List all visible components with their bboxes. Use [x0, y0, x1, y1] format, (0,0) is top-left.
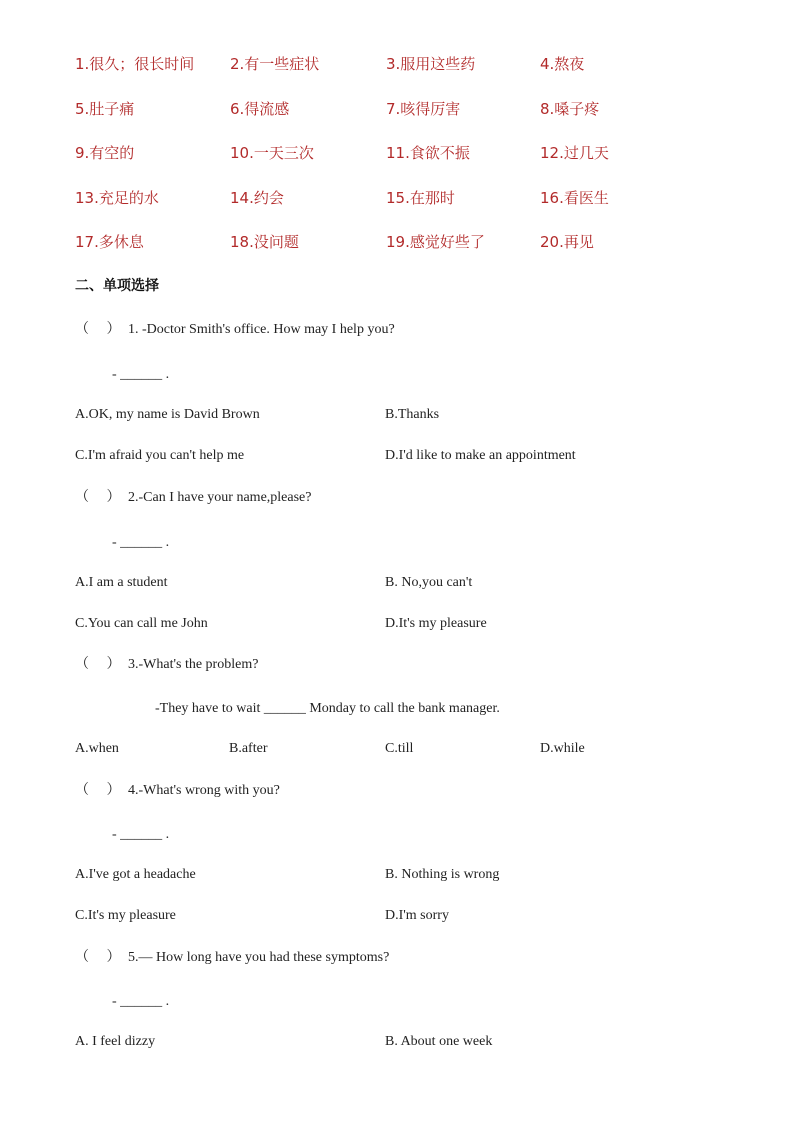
question-3-stem-line: [75, 653, 258, 677]
vocab-item: 20.再见: [540, 233, 594, 251]
option-a: A.I am a student: [75, 575, 168, 590]
vocab-item: 14.约会: [230, 188, 284, 207]
answer-blank[interactable]: （ ）: [75, 490, 121, 505]
question-answer-line: - ______ .: [112, 994, 170, 1009]
answer-blank[interactable]: （ ）: [75, 950, 121, 965]
question-stem: 4.-What's wrong with you?: [128, 783, 280, 798]
option-a: A.I've got a headache: [75, 867, 196, 882]
question-answer-line: - ______ .: [112, 535, 170, 550]
question-stem: 5.— How long have you had these symptoms?: [128, 950, 390, 965]
option-b: B.after: [229, 741, 268, 756]
option-d: D.while: [540, 741, 585, 756]
vocab-row: [75, 141, 775, 186]
option-c: C.It's my pleasure: [75, 908, 176, 923]
vocab-item: 10.一天三次: [230, 144, 314, 162]
option-d: D.It's my pleasure: [385, 616, 487, 631]
vocab-item: 7.咳得厉害: [386, 99, 461, 118]
question-answer-line: - ______ .: [112, 367, 170, 382]
answer-blank[interactable]: （ ）: [75, 657, 121, 672]
section-title: 二、单项选择: [75, 278, 159, 294]
vocab-item: 19.感觉好些了: [386, 233, 485, 251]
vocab-item: 11.食欲不振: [386, 144, 470, 162]
question-1-stem-line: [75, 318, 395, 342]
option-c: C.You can call me John: [75, 616, 208, 631]
vocab-row: [75, 230, 775, 275]
option-a: A. I feel dizzy: [75, 1034, 156, 1049]
vocab-item: 17.多休息: [75, 233, 144, 251]
vocab-item: 1.很久；很长时间: [75, 55, 195, 73]
question-answer-line: -They have to wait ______ Monday to call the bank manager.: [155, 701, 500, 716]
question-2-stem-line: [75, 486, 311, 510]
question-4-stem-line: [75, 779, 280, 803]
answer-blank[interactable]: （ ）: [75, 783, 121, 798]
vocab-item: 9.有空的: [75, 144, 135, 162]
vocabulary-grid: [75, 52, 775, 275]
vocab-item: 2.有一些症状: [230, 55, 320, 73]
vocab-row: [75, 186, 775, 231]
option-a: A.when: [75, 741, 119, 756]
option-d: D.I'm sorry: [385, 908, 449, 923]
vocab-item: 12.过几天: [540, 144, 609, 162]
option-d: D.I'd like to make an appointment: [385, 448, 576, 463]
option-b: B. About one week: [385, 1034, 493, 1049]
vocab-item: 13.充足的水: [75, 188, 159, 207]
vocab-item: 6.得流感: [230, 99, 290, 118]
answer-blank[interactable]: （ ）: [75, 322, 121, 337]
option-c: C.I'm afraid you can't help me: [75, 448, 245, 463]
option-c: C.till: [385, 741, 414, 756]
option-b: B.Thanks: [385, 407, 440, 422]
vocab-row: [75, 97, 775, 142]
question-answer-line: - ______ .: [112, 827, 170, 842]
vocab-item: 4.熬夜: [540, 55, 585, 73]
vocab-row: [75, 52, 775, 97]
question-5-stem-line: [75, 946, 389, 970]
vocab-item: 8.嗓子疼: [540, 99, 600, 118]
question-stem: 3.-What's the problem?: [128, 657, 259, 672]
option-a: A.OK, my name is David Brown: [75, 407, 260, 422]
vocab-item: 3.服用这些药: [386, 55, 476, 73]
question-stem: 2.-Can I have your name,please?: [128, 490, 312, 505]
vocab-item: 16.看医生: [540, 188, 609, 207]
vocab-item: 18.没问题: [230, 233, 299, 251]
option-b: B. Nothing is wrong: [385, 867, 500, 882]
vocab-item: 15.在那时: [386, 188, 455, 207]
question-stem: 1. -Doctor Smith's office. How may I help you?: [128, 322, 395, 337]
vocab-item: 5.肚子痛: [75, 99, 135, 118]
option-b: B. No,you can't: [385, 575, 473, 590]
